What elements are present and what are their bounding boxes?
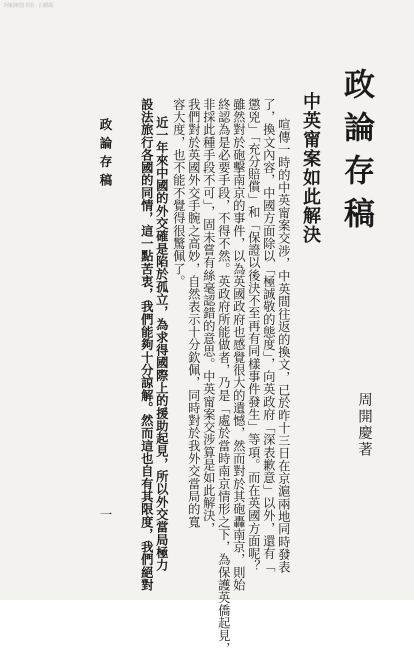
body-line: 懲兇」「充分賠償」和「保證以後決不至再有同樣事件發生」等項。而在英國方面呢？ [246, 98, 261, 573]
body-line: 非採此種手段不可」，固未嘗有絲毫認錯的意思。中英甯案交涉算是如此解決， [201, 98, 216, 535]
page-number: 一 [98, 508, 113, 521]
scan-watermark: 阿帕斯图书馆 · 扫描版 [4, 3, 54, 9]
body-line: 喧傳一時的中英甯案交涉，中英間往返的換文，已於昨十三日在京滬兩地同時發表 [276, 118, 291, 574]
article-title: 中英甯案如此解決 [300, 92, 321, 244]
author-byline: 周開慶著 [356, 392, 372, 458]
body-line: 雖然對於砲擊南京的事件，以為英國政府也感覺很大的遺憾，然而對於其砲轟南京，則始 [231, 98, 246, 592]
body-line: 我們對於英國外交手腕之高妙，自然表示十分欽佩，同時對於我外交當局的寬 [186, 98, 201, 529]
body-line: 容大度，也不能不覺得很驚佩了。 [171, 98, 186, 288]
body-line: 終認為是必要手段，不得不然。英政府所能做者，乃是「處於當時南京情形之下，為保護英僑起見， [216, 98, 231, 655]
page-title: 政論存稿 [338, 68, 374, 240]
body-line: 近一年來中國的外交確是陷於孤立，為求得國際上的援助起見，所以外交當局極力 [154, 116, 170, 572]
running-footer: 政論存稿 [98, 118, 113, 192]
body-line: 了，換文內容，中國方面除以「極誠敬的態度」，向英政府「深表歉意」以外，還有「 [261, 98, 276, 573]
body-line: 設法旅行各國的同情，這一點苦衷，我們能夠十分諒解。然而這也自有其限度，我們絕對 [139, 98, 155, 592]
